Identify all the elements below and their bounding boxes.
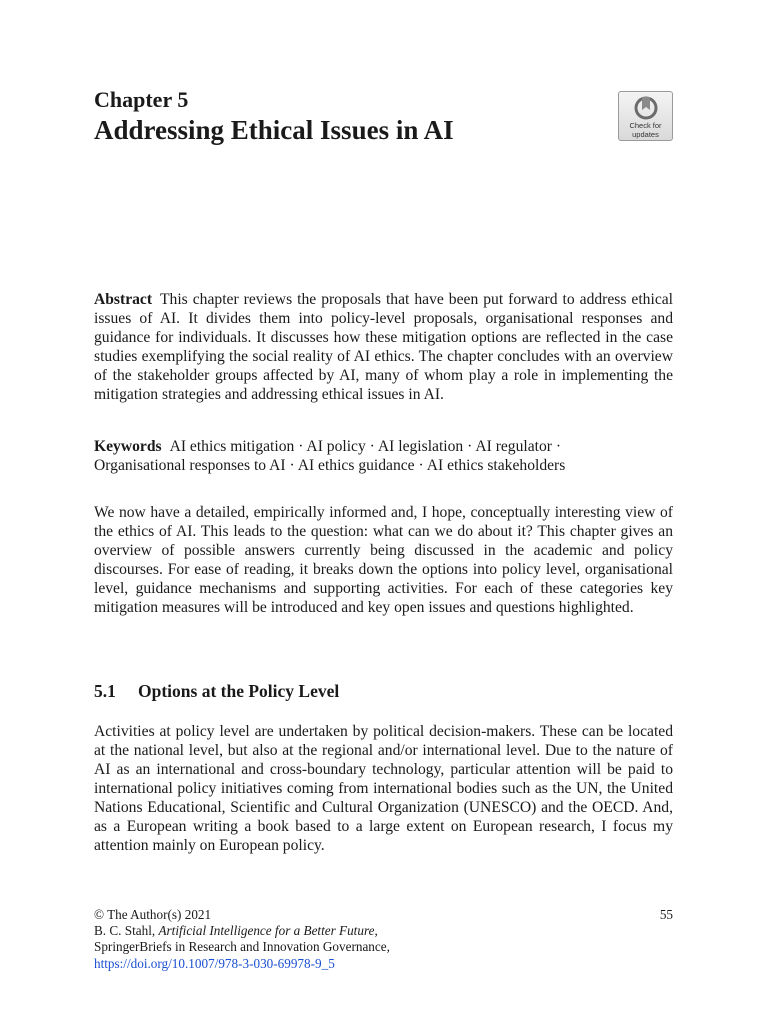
section-number: 5.1 (94, 681, 116, 701)
chapter-title: Addressing Ethical Issues in AI (94, 115, 454, 145)
series-line: SpringerBriefs in Research and Innovation Governance, (94, 939, 390, 955)
badge-line-2: updates (632, 130, 659, 139)
check-for-updates-badge[interactable] (618, 91, 673, 141)
keywords-line-1: AI ethics mitigation · AI policy · AI legislation · AI regulator · (169, 438, 562, 455)
citation-author: B. C. Stahl, (94, 923, 159, 939)
doi-link[interactable]: https://doi.org/10.1007/978-3-030-69978-9_5 (94, 955, 335, 971)
abstract (94, 290, 673, 404)
page-footer (94, 907, 673, 972)
intro-paragraph: We now have a detailed, empirically informed and, I hope, conceptually interesting view of the ethics of AI. This leads to the question: what can we do about it? This chapter gives an overview of possible answers currently being discussed in the academic and policy discourses. For ease of reading, it breaks down the options into policy level, organisational level, guidance mechanisms and supporting activities. For each of these categories key mitigation measures will be introduced and key open issues and questions highlighted. (94, 504, 673, 616)
chapter-label: Chapter 5 (94, 87, 189, 112)
policy-paragraph: Activities at policy level are undertaken by political decision-makers. These can be located at the national level, but also at the regional and/or international level. Due to the nature of AI as an international and cross-boundary technology, particular attention will be paid to international policy initiatives coming from international bodies such as the UN, the United Nations Educational, Scientific and Cultural Organization (UNESCO) and the OECD. And, as a European writing a book based to a large extent on European research, I focus my attention mainly on European policy. (94, 723, 673, 854)
copyright-line: © The Author(s) 2021 (94, 907, 212, 922)
citation-line (94, 923, 673, 939)
keywords-line-2: Organisational responses to AI · AI ethics guidance · AI ethics stakeholders (94, 457, 566, 474)
abstract-label: Abstract (94, 291, 153, 308)
page-number: 55 (659, 907, 673, 922)
badge-line-1: Check for (629, 121, 662, 130)
section-title: Options at the Policy Level (138, 681, 340, 701)
crossmark-icon (633, 95, 659, 121)
keywords-label: Keywords (94, 438, 162, 455)
abstract-text: This chapter reviews the proposals that have been put forward to address ethical issues of AI. It divides them into policy-level proposals, organisational responses and guidance for individuals. It discusses how these mitigation options are reflected in the case studies exemplifying the social reality of AI ethics. The chapter concludes with an overview of the stakeholder groups affected by AI, many of whom play a role in implementing the mitigation strategies and addressing ethical issues in AI. (94, 291, 673, 403)
citation-comma: , (374, 923, 378, 939)
citation-book-title: Artificial Intelligence for a Better Future (158, 923, 375, 939)
section-heading (94, 680, 339, 702)
keywords (94, 437, 673, 475)
